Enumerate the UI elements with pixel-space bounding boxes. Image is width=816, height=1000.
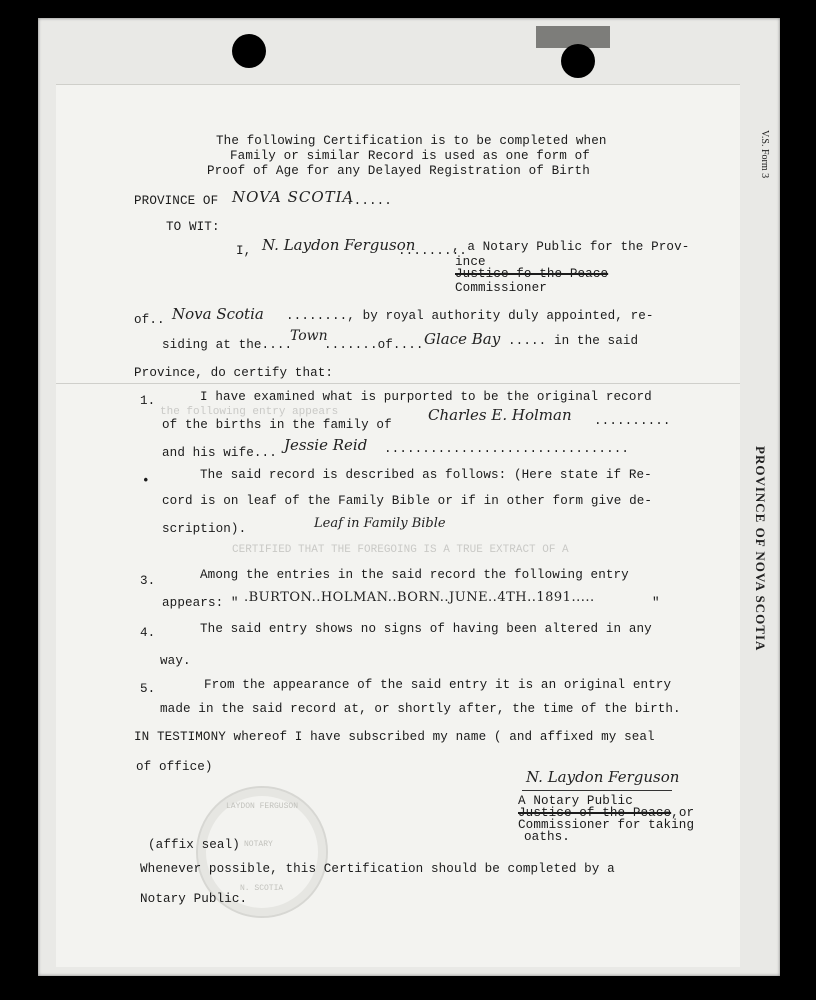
of-tail: ........, by royal authority duly appointed, re- xyxy=(286,309,654,323)
signature-role-2-struck: Justice of the Peace xyxy=(518,806,672,820)
of-value: Nova Scotia xyxy=(172,305,264,323)
signature-role-1: A Notary Public xyxy=(518,794,633,808)
fold-line xyxy=(56,383,740,384)
signature-line xyxy=(522,790,672,791)
signature-role-3: Commissioner for taking xyxy=(518,818,695,832)
item-1-number: 1. xyxy=(140,394,156,408)
province-label: PROVINCE OF xyxy=(134,194,219,208)
role-line-2: ince xyxy=(455,255,486,269)
wife-label: and his wife... xyxy=(162,446,277,460)
item-5-number: 5. xyxy=(140,682,156,696)
seal-ring-bottom: N. SCOTIA xyxy=(240,884,284,893)
role-line-4: Commissioner xyxy=(455,281,547,295)
bleed-through-text: CERTIFIED THAT THE FOREGOING IS A TRUE EXTRACT OF A xyxy=(232,544,569,556)
item-3-line-1: Among the entries in the said record the following entry xyxy=(200,568,629,582)
item-5-line-2: made in the said record at, or shortly after, the time of the birth. xyxy=(160,702,681,716)
testimony-line-2: of office) xyxy=(136,760,213,774)
footer-line-2: Notary Public. xyxy=(140,892,248,906)
footer-line-1: Whenever possible, this Certification should be completed by a xyxy=(140,862,615,876)
role-struck: Justice fo the Peace xyxy=(455,267,609,281)
birth-entry: .BURTON..HOLMAN..BORN..JUNE..4TH..1891..... xyxy=(244,590,595,605)
item-2-number: • xyxy=(142,474,150,488)
residing-value: Town xyxy=(290,328,328,344)
item-2-line-1: The said record is described as follows: (Here state if Re- xyxy=(200,468,652,482)
residing-mid: .......of.... xyxy=(324,338,424,352)
province-value: NOVA SCOTIA xyxy=(232,188,355,206)
item-4-line-1: The said entry shows no signs of having been altered in any xyxy=(200,622,652,636)
residing-place: Glace Bay xyxy=(424,330,501,348)
province-dots: ...... xyxy=(346,194,392,208)
residing-tail: ..... in the said xyxy=(508,334,639,348)
item-5-line-1: From the appearance of the said entry it is an original entry xyxy=(204,678,672,692)
signature: N. Laydon Ferguson xyxy=(526,768,680,786)
family-name: Charles E. Holman xyxy=(428,406,572,424)
item-3-number: 3. xyxy=(140,574,156,588)
declarant-prefix: I, xyxy=(236,244,252,258)
signature-role-4: oaths. xyxy=(524,830,570,844)
item-4-number: 4. xyxy=(140,626,156,640)
wife-dots: ................................ xyxy=(384,442,630,456)
item-1-line-2: of the births in the family of xyxy=(162,418,392,432)
form-id: V.S. Form 3 xyxy=(759,130,770,179)
header-line-3: Proof of Age for any Delayed Registration of Birth xyxy=(207,164,590,178)
declarant-name: N. Laydon Ferguson xyxy=(262,236,416,254)
seal-ring-top: LAYDON FERGUSON xyxy=(226,802,299,811)
affix-seal-label: (affix seal) xyxy=(148,838,240,852)
record-description: Leaf in Family Bible xyxy=(314,516,446,531)
item-1-line-1: I have examined what is purported to be the original record xyxy=(200,390,652,404)
seal-ring-mid: NOTARY xyxy=(244,840,273,849)
wife-name: Jessie Reid xyxy=(284,436,368,454)
role-line-1: , a Notary Public for the Prov- xyxy=(452,240,690,254)
declarant-dots: ......... xyxy=(398,244,467,258)
item-2-line-3: scription). xyxy=(162,522,247,536)
province-line: Province, do certify that: xyxy=(134,366,334,380)
item-3-close-quote: " xyxy=(652,596,660,610)
punch-hole-left xyxy=(232,34,266,68)
item-2-line-2: cord is on leaf of the Family Bible or if in other form give de- xyxy=(162,494,653,508)
signature-role-2-tail: ,or xyxy=(671,806,695,820)
item-3-appears: appears: " xyxy=(162,596,239,610)
item-4-line-2: way. xyxy=(160,654,191,668)
testimony-line-1: IN TESTIMONY whereof I have subscribed my name ( and affixed my seal xyxy=(134,730,655,744)
header-line-2: Family or similar Record is used as one form of xyxy=(230,149,590,163)
to-wit: TO WIT: xyxy=(166,220,220,234)
bleed-through-text: the following entry appears xyxy=(160,406,339,418)
family-dots: .......... xyxy=(594,414,671,428)
punch-hole-right xyxy=(561,44,595,78)
residing-label: siding at the.... xyxy=(162,338,293,352)
province-side-title: PROVINCE OF NOVA SCOTIA xyxy=(753,446,768,652)
of-label: of.. xyxy=(134,313,165,327)
header-line-1: The following Certification is to be completed when xyxy=(216,134,607,148)
